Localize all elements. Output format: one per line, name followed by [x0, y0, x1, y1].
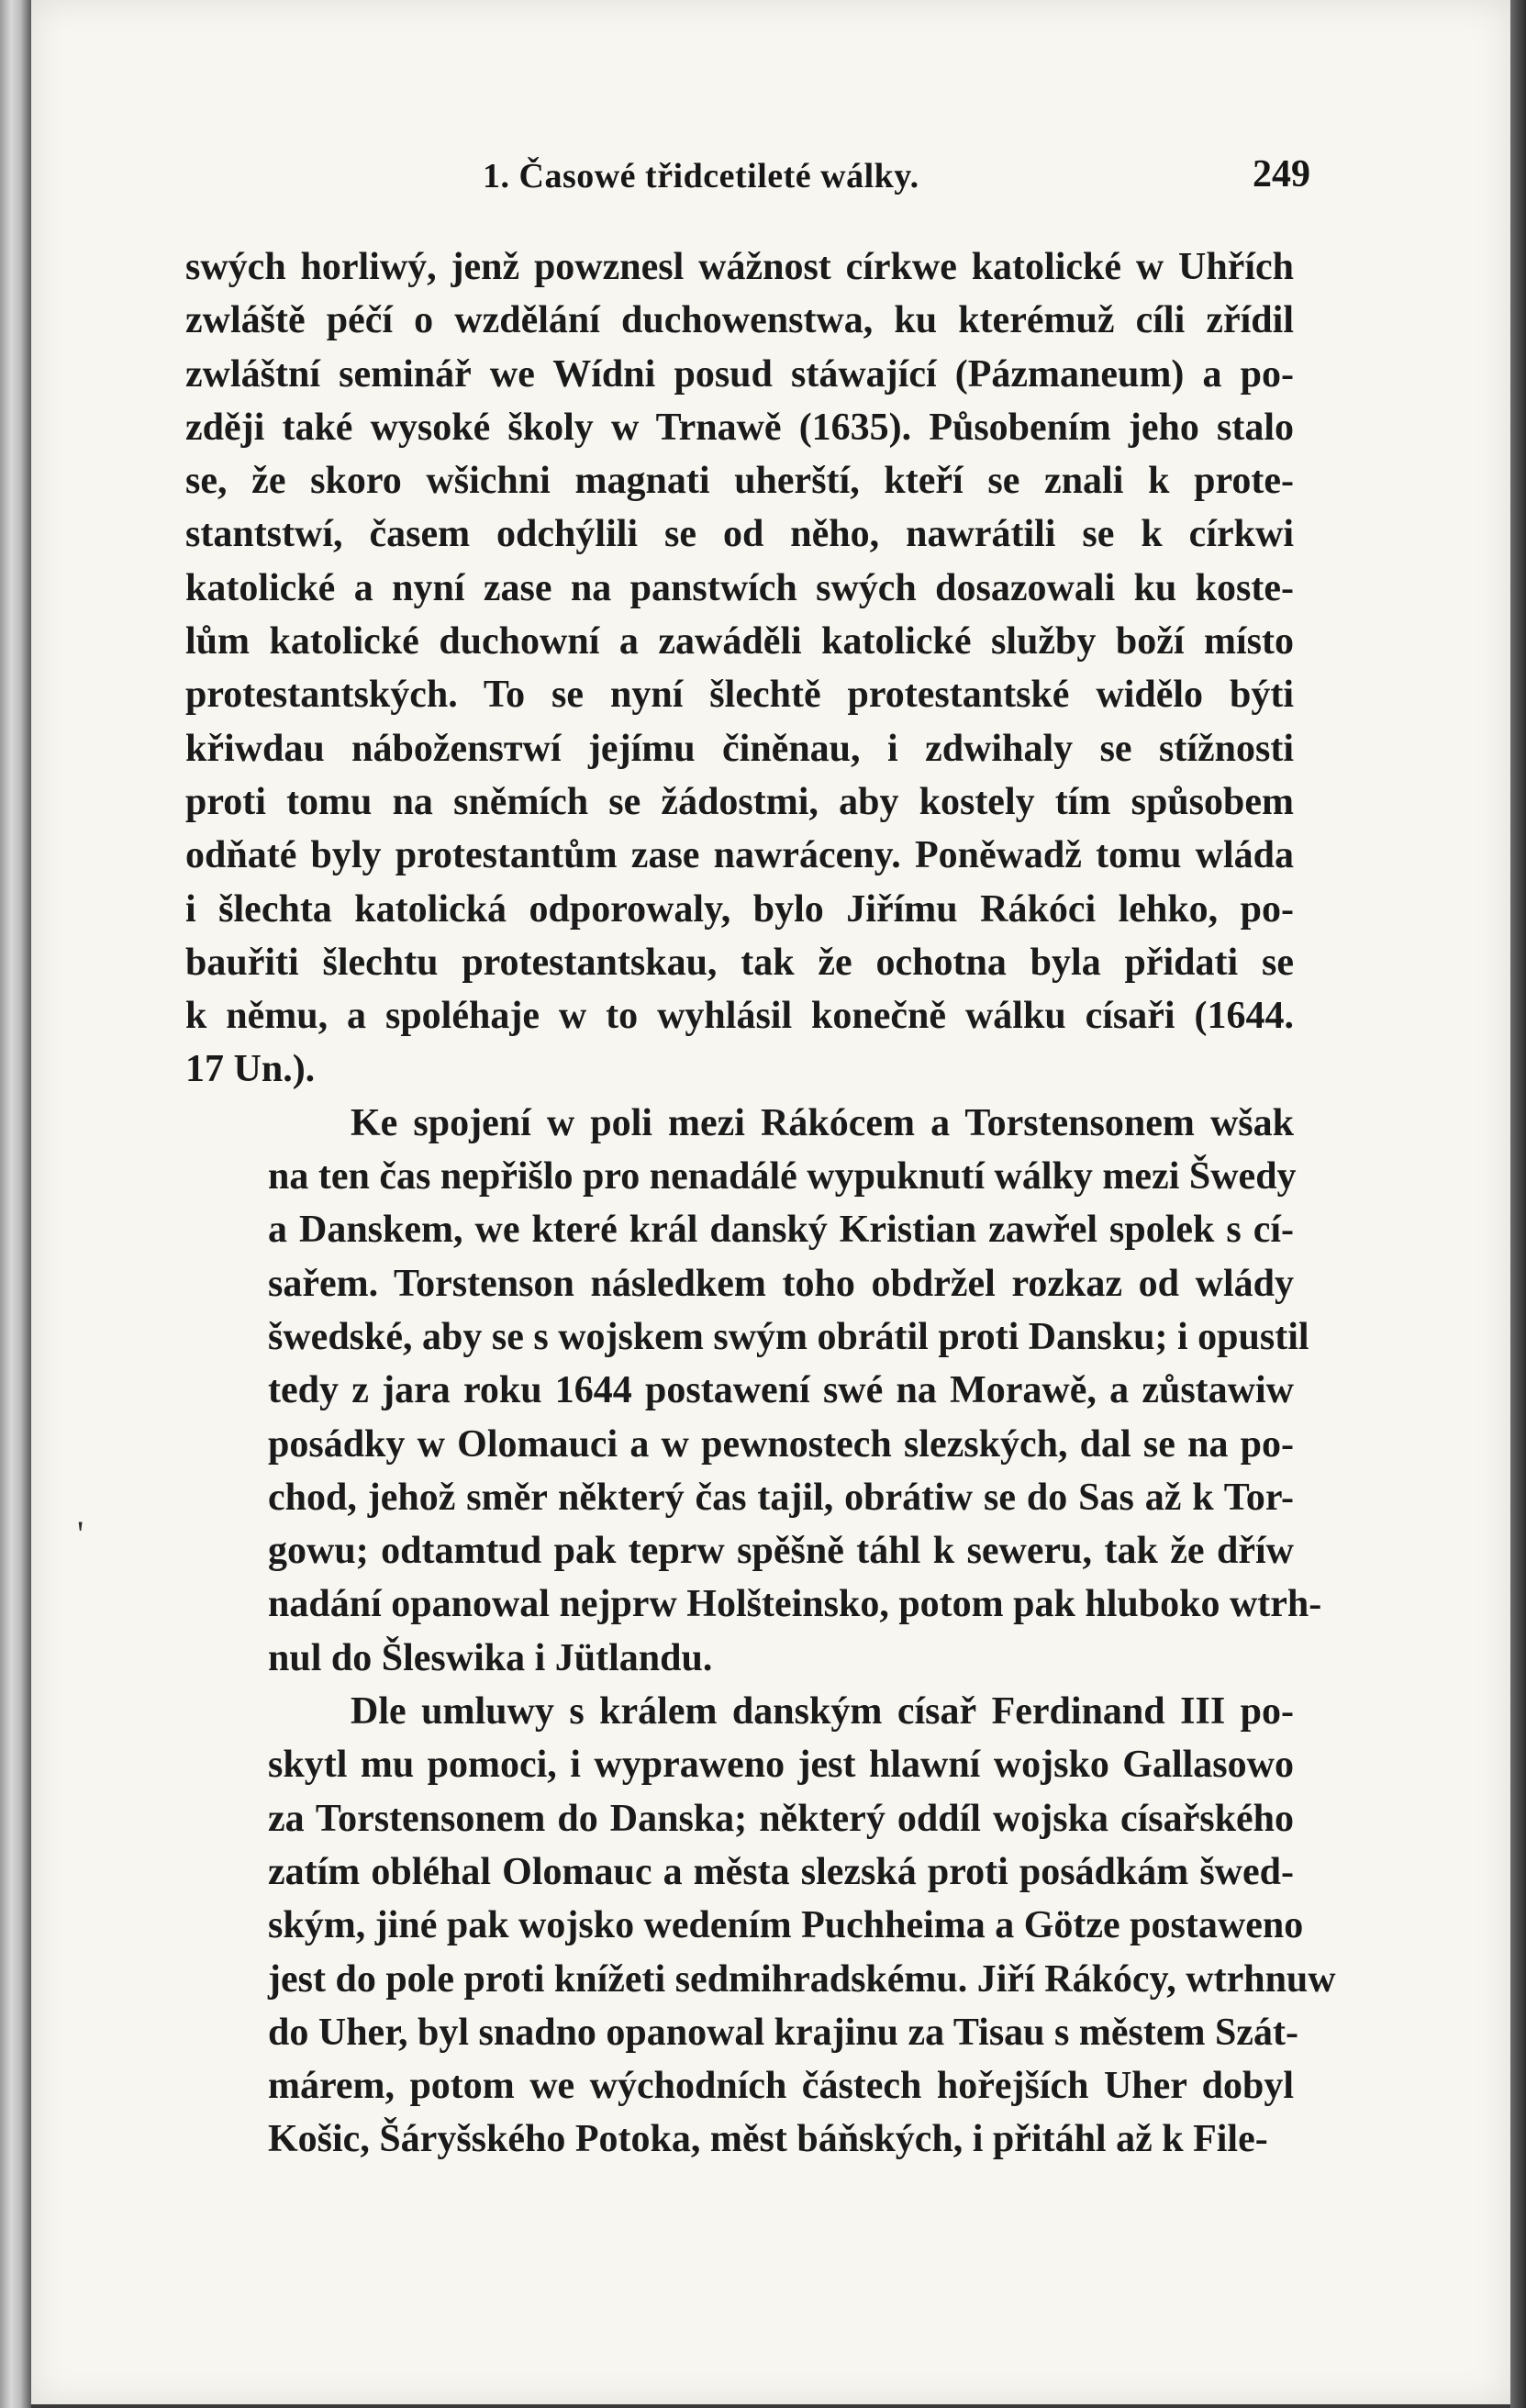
- text-line: jest do pole proti knížeti sedmihradskému. Jiří Rákócy, wtrhnuw: [268, 1957, 1336, 2001]
- book-gutter: [0, 0, 31, 2408]
- page-edge: [1510, 0, 1526, 2408]
- text-line: na ten čas nepřišlo pro nenadálé wypuknutí wálky mezi Šwedy: [268, 1155, 1297, 1198]
- paragraph: [185, 240, 1294, 1097]
- text-line: gowu; odtamtud pak teprw spěšně táhl k sewеru, tak že dříw: [268, 1530, 1294, 1573]
- text-line: katolické a nyní zase na panstwích swých dosazowali ku koste-: [185, 566, 1294, 609]
- text-line: do Uher, byl snadno opanowal krajinu za Tisau s městem Szát-: [268, 2011, 1298, 2054]
- text-line: Ke spojení w poli mezi Rákócem a Torstensonem wšak: [351, 1101, 1294, 1144]
- text-line: odňaté byly protestantům zase nawráceny. Poněwadž tomu wláda: [185, 834, 1294, 877]
- text-line: skytl mu pomoci, i wypraweno jest hlawní wojsko Gallasowo: [268, 1744, 1294, 1787]
- text-line: nul do Šleswika i Jütlandu.: [268, 1636, 713, 1679]
- margin-mark: ': [77, 1513, 84, 1555]
- page-header: [483, 147, 1310, 202]
- text-line: k němu, a spoléhaje w to wyhlásil konečně wálku císaři (1644.: [185, 995, 1294, 1038]
- text-line: Košic, Šáryšského Potoka, měst báňských, i přitáhl až k File-: [268, 2118, 1268, 2161]
- text-line: i šlechta katolická odporowaly, bylo Jiřímu Rákóci lehko, po-: [185, 887, 1294, 931]
- text-line: márem, potom we wýchodních částech hořejších Uher dobyl: [268, 2065, 1294, 2108]
- text-line: 17 Un.).: [185, 1048, 316, 1091]
- page-number: 249: [1253, 153, 1310, 195]
- text-line: nadání opanowal nejprw Holšteinsko, potom pak hluboko wtrh-: [268, 1583, 1322, 1626]
- text-line: stantstwí, časem odchýlili se od něho, nawrátili se k církwi: [185, 513, 1294, 556]
- text-line: posádky w Olomauci a w pewnostech slezských, dal se na po-: [268, 1422, 1294, 1466]
- text-line: ským, jiné pak wojsko wedením Puchheima a Götze postaweno: [268, 1904, 1304, 1947]
- text-line: zwláště péčí o wzdělání duchowenstwa, ku kterémuž cíli zřídil: [185, 299, 1294, 342]
- text-line: bauřiti šlechtu protestantskau, tak že ochotna byla přidati se: [185, 941, 1294, 984]
- text-line: Dle umluwy s králem danským císař Ferdinand III po-: [351, 1690, 1294, 1734]
- text-line: chod, jehož směr některý čas tajil, obrátiw se do Sas až k Tor-: [268, 1476, 1294, 1519]
- text-line: zději také wysoké školy w Trnawě (1635). Působením jeho stalo: [185, 406, 1294, 449]
- text-line: se, že skoro wšichni magnati uherští, kteří se znali k prote-: [185, 460, 1294, 503]
- text-line: tedy z jara roku 1644 postawení swé na Morawě, a zůstawiw: [268, 1369, 1294, 1412]
- body-text: [185, 240, 1336, 2167]
- text-line: a Danskem, we které král danský Kristian zawřel spolek s cí-: [268, 1209, 1294, 1252]
- text-line: sařem. Torstenson následkem toho obdržel rozkaz od wlády: [268, 1262, 1294, 1305]
- running-head: 1. Časowé třidcetileté wálky.: [483, 157, 919, 195]
- text-line: křiwdau nábožensтwí jejímu činěnau, i zdwihaly se stížnosti: [185, 727, 1294, 770]
- text-line: šwedské, aby se s wojskem swým obrátil proti Dansku; i opustil: [268, 1315, 1309, 1358]
- text-line: za Torstensonem do Danska; některý oddíl wojska císařského: [268, 1797, 1294, 1840]
- text-line: lům katolické duchowní a zawáděli katolické služby boží místo: [185, 620, 1294, 663]
- text-line: zatím obléhal Olomauc a města slezská proti posádkám šwed-: [268, 1850, 1294, 1893]
- paragraph: [185, 1097, 1322, 1685]
- text-line: swých horliwý, jenž powznesl wážnost církwe katolické w Uhřích: [185, 246, 1294, 288]
- text-line: protestantských. To se nyní šlechtě protestantské widělo býti: [185, 674, 1294, 717]
- paragraph: [185, 1685, 1336, 2167]
- text-line: zwláštní seminář we Wídni posud stáwající (Pázmaneum) a po-: [185, 352, 1294, 396]
- text-line: proti tomu na sněmích se žádostmi, aby kostely tím spůsobem: [185, 780, 1294, 823]
